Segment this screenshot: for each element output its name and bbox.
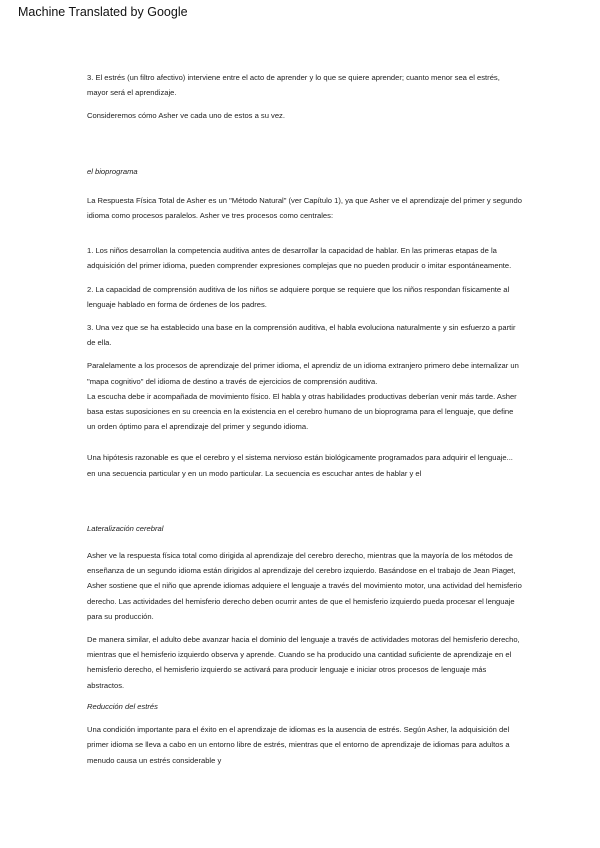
paragraph-adult-motor: De manera similar, el adulto debe avanzar hacia el dominio del lenguaje a través de actividades motoras del hemisferio derecho, mientras que el hemisferio izquierdo observa y aprende. Cuando se ha producido una cantidad suficiente de aprendizaje en el hemisferio derecho, el hemisferio izquierdo se activará para producir lenguaje e iniciar otros procesos de lenguaje más abstractos. <box>87 635 520 690</box>
paragraph-consider: Consideremos cómo Asher ve cada uno de estos a su vez. <box>87 111 285 121</box>
paragraph-process-2: 2. La capacidad de comprensión auditiva de los niños se adquiere porque se requiere que los niños respondan físicamente al lenguaje hablado en forma de órdenes de los padres. <box>87 284 510 309</box>
machine-translated-banner: Machine Translated by Google <box>18 5 188 19</box>
paragraph-hypothesis: Una hipótesis razonable es que el cerebro y el sistema nervioso están biológicamente programados para adquirir el lenguaje... en una secuencia particular y en un modo particular. La secuencia es escuchar antes de hablar y el <box>87 453 513 478</box>
paragraph-parallel-processes: Paralelamente a los procesos de aprendizaje del primer idioma, el aprendiz de un idioma extranjero primero debe internalizar un "mapa cognitivo" del idioma de destino a través de ejercicios de comprensión auditiva. <box>87 361 519 386</box>
section-heading-bioprogram: el bioprograma <box>87 166 138 176</box>
section-heading-stress-reduction: Reducción del estrés <box>87 701 158 711</box>
paragraph-listening-movement: La escucha debe ir acompañada de movimiento físico. El habla y otras habilidades productivas deberían venir más tarde. Asher basa estas suposiciones en su creencia en la existencia en el cerebro humano de un bioprograma para el lenguaje, que define un orden óptimo para el aprendizaje del primer y segundo idioma. <box>87 391 517 432</box>
paragraph-process-3: 3. Una vez que se ha establecido una base en la comprensión auditiva, el habla evoluciona naturalmente y sin esfuerzo a partir de ella. <box>87 323 516 348</box>
paragraph-absence-of-stress: Una condición importante para el éxito en el aprendizaje de idiomas es la ausencia de estrés. Según Asher, la adquisición del primer idioma se lleva a cabo en un entorno libre de estrés, mientras que el entorno de aprendizaje de idiomas para adultos a menudo causa un estrés considerable y <box>87 725 510 765</box>
paragraph-tpr-natural-method: La Respuesta Física Total de Asher es un "Método Natural" (ver Capítulo 1), ya que Asher ve el aprendizaje del primer y segundo idioma como procesos paralelos. Asher ve tres procesos como centrales: <box>87 195 522 221</box>
section-heading-lateralization: Lateralización cerebral <box>87 523 164 533</box>
document-page <box>87 70 523 768</box>
paragraph-right-brain: Asher ve la respuesta física total como dirigida al aprendizaje del cerebro derecho, mientras que la mayoría de los métodos de enseñanza de un segundo idioma están dirigidos al aprendizaje del cerebro izquierdo. Basándose en el trabajo de Jean Piaget, Asher sostiene que el niño que aprende idiomas adquiere el lenguaje a través del movimiento motor, una actividad del hemisferio derecho. Las actividades del hemisferio derecho deben ocurrir antes de que el hemisferio izquierdo pueda procesar el lenguaje para su producción. <box>87 551 522 621</box>
paragraph-process-1: 1. Los niños desarrollan la competencia auditiva antes de desarrollar la capacidad de hablar. En las primeras etapas de la adquisición del primer idioma, pueden comprender expresiones complejas que no pueden producir o imitar espontáneamente. <box>87 246 512 271</box>
paragraph-stress-item: 3. El estrés (un filtro afectivo) interviene entre el acto de aprender y lo que se quiere aprender; cuanto menor sea el estrés, mayor será el aprendizaje. <box>87 73 500 98</box>
